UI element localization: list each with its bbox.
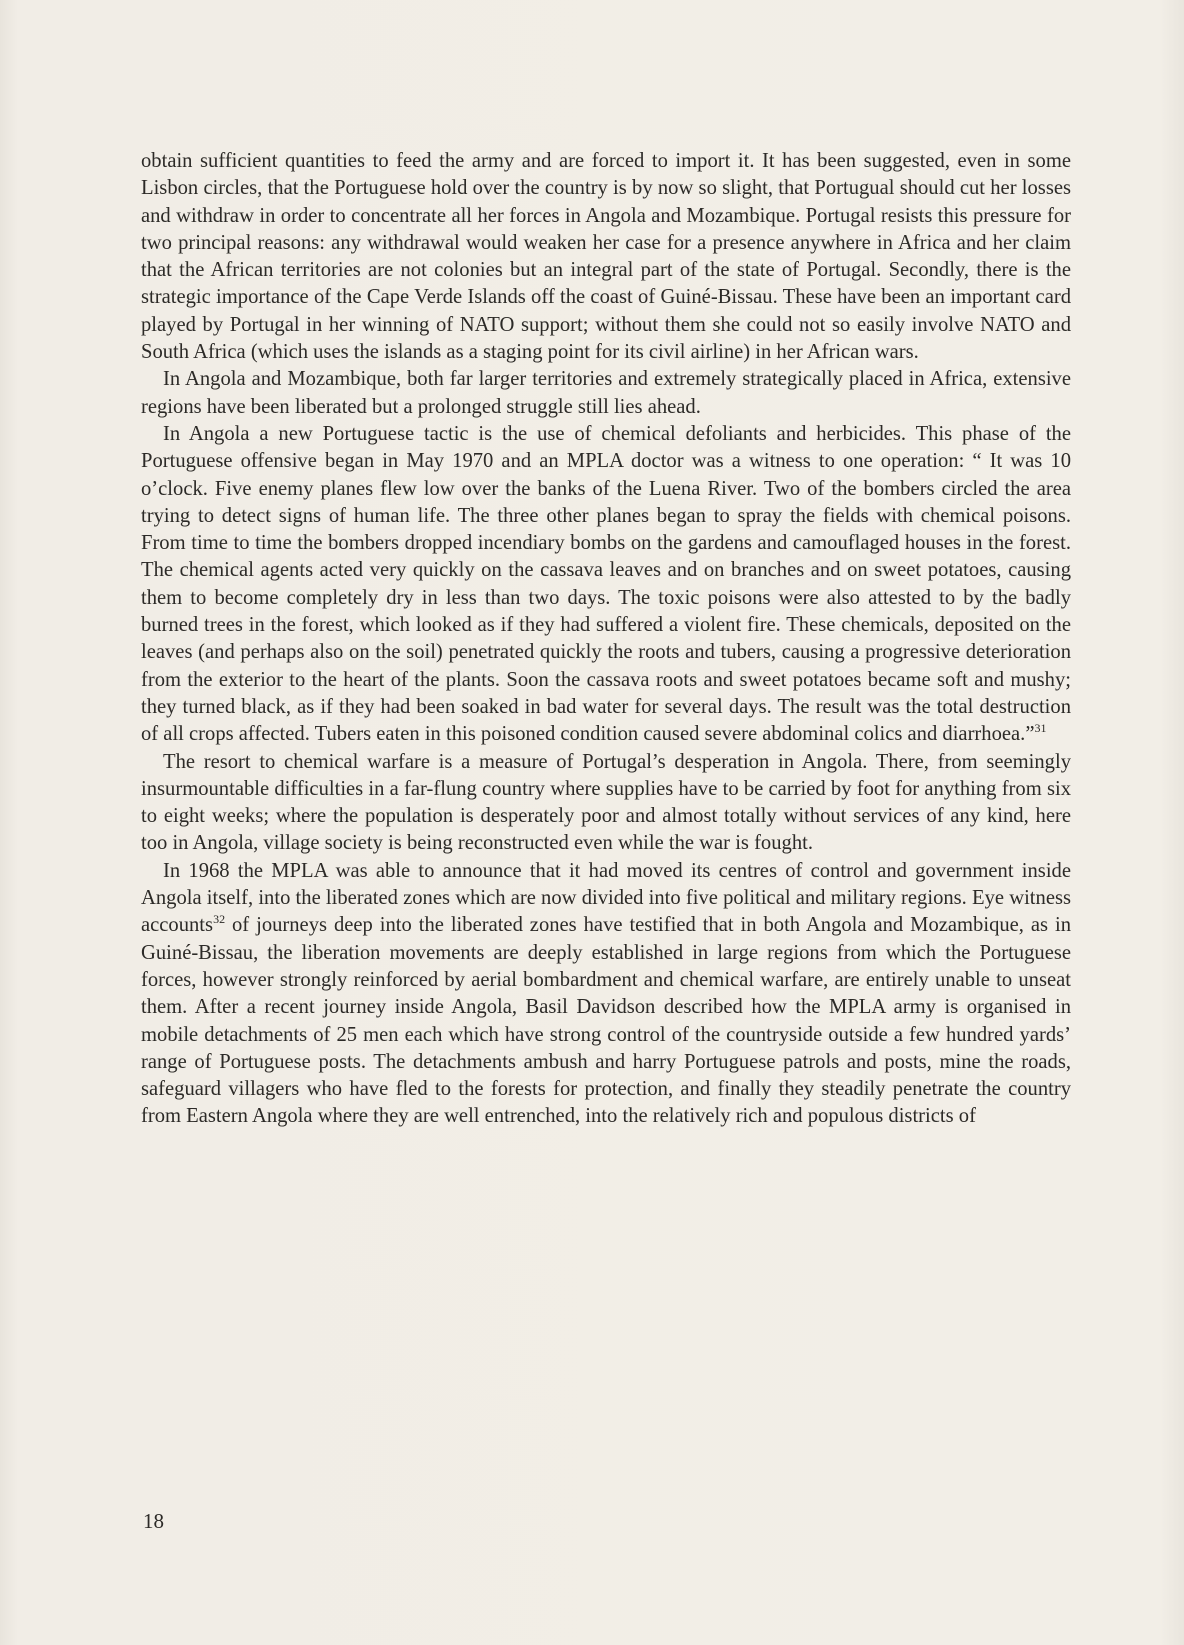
paragraph-5 — [141, 858, 1071, 1131]
page-number: 18 — [143, 1509, 164, 1533]
paragraph-5-text-after: of journeys deep into the liberated zones have testified that in both Angola and Mozambique, as in Guiné-Bissau, the liberation movements are deeply established in large regions from which the Portuguese forces, however strongly reinforced by aerial bombardment and chemical warfare, are entirely unable to unseat them. After a recent journey inside Angola, Basil Davidson described how the MPLA army is organised in mobile detachments of 25 men each which have strong control of the countryside outside a few hundred yards’ range of Portuguese posts. The detachments ambush and harry Portuguese patrols and posts, mine the roads, safeguard villagers who have fled to the forests for protection, and finally they steadily penetrate the country from Eastern Angola where they are well entrenched, into the relatively rich and populous districts of — [141, 914, 1071, 1128]
footnote-marker-31: 31 — [1034, 721, 1047, 736]
body-text — [141, 148, 1071, 1131]
paragraph-1-text: obtain sufficient quantities to feed the army and are forced to import it. It has been suggested, even in some Lisbon circles, that the Portuguese hold over the country is by now so slight, that Portugual should cut her losses and withdraw in order to concentrate all her forces in Angola and Mozambique. Portugal resists this pressure for two principal reasons: any withdrawal would weaken her case for a presence anywhere in Africa and her claim that the African territories are not colonies but an integral part of the state of Portugal. Secondly, there is the strategic importance of the Cape Verde Islands off the coast of Guiné-Bissau. These have been an important card played by Portugal in her winning of NATO support; without them she could not so easily involve NATO and South Africa (which uses the islands as a staging point for its civil airline) in her African wars. — [141, 150, 1071, 364]
paragraph-1 — [141, 148, 1071, 366]
paragraph-4-text: The resort to chemical warfare is a measure of Portugal’s desperation in Angola. There, from seemingly insurmountable difficulties in a far-flung country where supplies have to be carried by foot for anything from six to eight weeks; where the population is desperately poor and almost totally without services of any kind, here too in Angola, village society is being reconstructed even while the war is fought. — [141, 750, 1071, 855]
footnote-marker-32: 32 — [213, 912, 226, 927]
paragraph-2 — [141, 366, 1071, 421]
paragraph-3-text: In Angola a new Portuguese tactic is the use of chemical defoliants and herbicides. This phase of the Portuguese offensive began in May 1970 and an MPLA doctor was a witness to one operation: “ It was 10 o’clock. Five enemy planes flew low over the banks of the Luena River. Two of the bombers circled the area trying to detect signs of human life. The three other planes began to spray the fields with chemical poisons. From time to time the bombers dropped incendiary bombs on the gardens and camouflaged houses in the forest. The chemical agents acted very quickly on the cassava leaves and on branches and on sweet potatoes, causing them to become completely dry in less than two days. The toxic poisons were also attested to by the badly burned trees in the forest, which looked as if they had suffered a violent fire. These chemicals, deposited on the leaves (and perhaps also on the soil) penetrated quickly the roots and tubers, causing a progressive deterioration from the exterior to the heart of the plants. Soon the cassava roots and sweet potatoes became soft and mushy; they turned black, as if they had been soaked in bad water for several days. The result was the total destruction of all crops affected. Tubers eaten in this poisoned condition caused severe abdominal colics and diarrhoea.” — [141, 422, 1071, 746]
paragraph-5-text-before: In 1968 the MPLA was able to announce that it had moved its centres of control and government inside Angola itself, into the liberated zones which are now divided into five political and military regions. Eye witness accounts — [141, 859, 1071, 937]
paragraph-2-text: In Angola and Mozambique, both far larger territories and extremely strategically placed in Africa, extensive regions have been liberated but a prolonged struggle still lies ahead. — [141, 368, 1071, 418]
paragraph-4 — [141, 749, 1071, 858]
paragraph-3 — [141, 421, 1071, 749]
